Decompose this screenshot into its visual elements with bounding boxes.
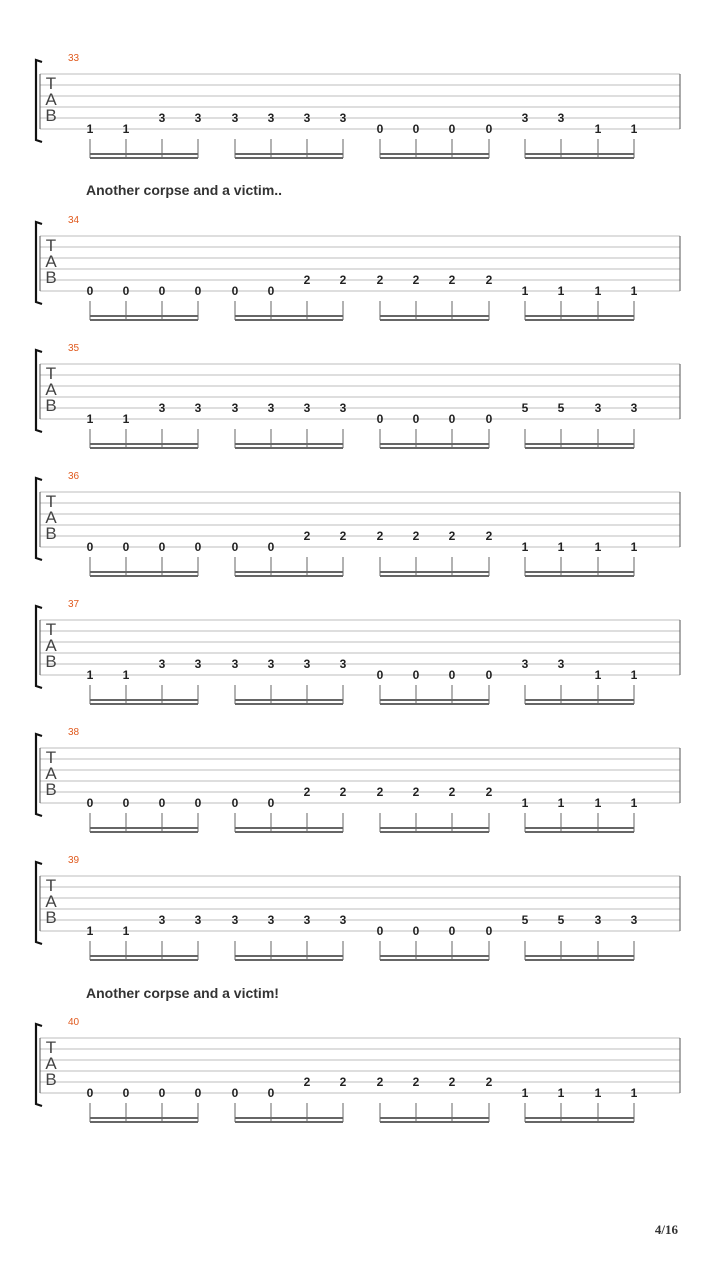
fret-number: 3 [521, 657, 529, 671]
fret-number: 0 [448, 924, 456, 938]
fret-number: 2 [412, 273, 420, 287]
fret-number: 1 [557, 1086, 565, 1100]
tab-clef-letter: A [45, 508, 57, 527]
tab-clef-letter: B [45, 1070, 57, 1089]
tab-clef-letter: B [45, 780, 57, 799]
tab-clef-letter: B [45, 908, 57, 927]
tab-clef-letter: A [45, 636, 57, 655]
beam-primary [380, 315, 489, 317]
fret-number: 1 [122, 924, 130, 938]
fret-number: 0 [376, 412, 384, 426]
tab-clef-letter: B [45, 106, 57, 125]
tab-clef-letter: T [45, 236, 57, 255]
fret-number: 1 [594, 122, 602, 136]
beam-primary [380, 571, 489, 573]
fret-number: 3 [194, 111, 202, 125]
fret-number: 1 [594, 540, 602, 554]
fret-number: 0 [376, 122, 384, 136]
fret-number: 2 [448, 529, 456, 543]
fret-number: 2 [303, 529, 311, 543]
fret-number: 1 [521, 796, 529, 810]
beam-primary [380, 827, 489, 829]
beam-secondary [90, 959, 198, 961]
fret-number: 2 [376, 529, 384, 543]
tab-clef-letter: A [45, 380, 57, 399]
beam-secondary [235, 703, 343, 705]
beam-secondary [235, 575, 343, 577]
fret-number: 1 [630, 1086, 638, 1100]
beam-primary [525, 1117, 634, 1119]
beam-primary [90, 699, 198, 701]
fret-number: 1 [594, 796, 602, 810]
beam-secondary [525, 319, 634, 321]
beam-secondary [525, 447, 634, 449]
beam-primary [235, 955, 343, 957]
fret-number: 1 [122, 668, 130, 682]
fret-number: 0 [376, 668, 384, 682]
beam-primary [380, 699, 489, 701]
fret-number: 0 [122, 796, 130, 810]
beam-primary [90, 153, 198, 155]
fret-number: 0 [194, 284, 202, 298]
tab-system [36, 182, 680, 321]
measure-number: 37 [68, 599, 80, 610]
fret-number: 0 [267, 796, 275, 810]
tab-clef-letter: A [45, 764, 57, 783]
fret-number: 3 [158, 913, 166, 927]
fret-number: 5 [521, 913, 529, 927]
fret-number: 1 [557, 284, 565, 298]
beam-secondary [90, 703, 198, 705]
beam-secondary [380, 831, 489, 833]
fret-number: 0 [158, 796, 166, 810]
fret-number: 2 [412, 529, 420, 543]
fret-number: 2 [376, 785, 384, 799]
fret-number: 2 [339, 529, 347, 543]
beam-primary [235, 571, 343, 573]
fret-number: 2 [412, 1075, 420, 1089]
fret-number: 1 [86, 412, 94, 426]
fret-number: 0 [86, 1086, 94, 1100]
lyric-text: Another corpse and a victim.. [86, 182, 283, 198]
fret-number: 2 [485, 1075, 493, 1089]
fret-number: 1 [86, 668, 94, 682]
fret-number: 3 [194, 913, 202, 927]
page-number: 4/16 [654, 1222, 678, 1237]
measure-number: 38 [68, 727, 80, 738]
fret-number: 3 [630, 401, 638, 415]
fret-number: 5 [521, 401, 529, 415]
fret-number: 3 [231, 913, 239, 927]
fret-number: 3 [303, 657, 311, 671]
fret-number: 3 [594, 913, 602, 927]
beam-primary [90, 315, 198, 317]
fret-number: 3 [231, 401, 239, 415]
fret-number: 1 [86, 924, 94, 938]
system-bracket [36, 60, 42, 142]
measure-number: 40 [68, 1017, 80, 1028]
measure-number: 33 [68, 53, 80, 64]
beam-secondary [525, 959, 634, 961]
fret-number: 0 [86, 540, 94, 554]
fret-number: 0 [122, 540, 130, 554]
fret-number: 0 [231, 284, 239, 298]
tab-clef-letter: B [45, 652, 57, 671]
fret-number: 0 [485, 668, 493, 682]
tab-clef-letter: A [45, 252, 57, 271]
fret-number: 1 [122, 122, 130, 136]
fret-number: 3 [267, 401, 275, 415]
fret-number: 1 [594, 284, 602, 298]
fret-number: 0 [231, 796, 239, 810]
beam-primary [235, 153, 343, 155]
fret-number: 0 [412, 924, 420, 938]
fret-number: 0 [448, 412, 456, 426]
tab-clef-letter: T [45, 492, 57, 511]
beam-primary [525, 699, 634, 701]
fret-number: 0 [86, 796, 94, 810]
fret-number: 1 [630, 540, 638, 554]
fret-number: 0 [122, 1086, 130, 1100]
beam-primary [380, 955, 489, 957]
beam-secondary [90, 575, 198, 577]
system-bracket [36, 1024, 42, 1106]
fret-number: 3 [231, 111, 239, 125]
system-bracket [36, 222, 42, 304]
beam-secondary [235, 831, 343, 833]
beam-secondary [90, 319, 198, 321]
fret-number: 3 [231, 657, 239, 671]
systems-layer [36, 53, 680, 1123]
fret-number: 0 [485, 924, 493, 938]
tab-system [36, 855, 680, 961]
beam-secondary [380, 157, 489, 159]
fret-number: 3 [303, 111, 311, 125]
beam-secondary [235, 157, 343, 159]
fret-number: 3 [594, 401, 602, 415]
beam-primary [235, 1117, 343, 1119]
system-bracket [36, 478, 42, 560]
fret-number: 5 [557, 401, 565, 415]
beam-secondary [90, 1121, 198, 1123]
fret-number: 0 [448, 668, 456, 682]
beam-secondary [235, 319, 343, 321]
fret-number: 1 [521, 540, 529, 554]
fret-number: 3 [158, 401, 166, 415]
tab-clef-letter: A [45, 1054, 57, 1073]
fret-number: 1 [594, 668, 602, 682]
fret-number: 0 [158, 1086, 166, 1100]
fret-number: 1 [86, 122, 94, 136]
fret-number: 3 [267, 913, 275, 927]
beam-secondary [380, 319, 489, 321]
fret-number: 3 [194, 657, 202, 671]
beam-primary [90, 1117, 198, 1119]
fret-number: 2 [339, 273, 347, 287]
beam-primary [90, 827, 198, 829]
fret-number: 1 [521, 1086, 529, 1100]
beam-primary [235, 443, 343, 445]
measure-number: 34 [68, 215, 80, 226]
fret-number: 1 [630, 668, 638, 682]
beam-primary [90, 955, 198, 957]
beam-secondary [90, 831, 198, 833]
fret-number: 1 [521, 284, 529, 298]
fret-number: 0 [158, 540, 166, 554]
beam-primary [525, 827, 634, 829]
fret-number: 3 [339, 657, 347, 671]
fret-number: 3 [339, 913, 347, 927]
beam-secondary [90, 447, 198, 449]
fret-number: 2 [376, 273, 384, 287]
fret-number: 3 [303, 913, 311, 927]
beam-secondary [235, 959, 343, 961]
fret-number: 2 [448, 785, 456, 799]
system-bracket [36, 862, 42, 944]
fret-number: 0 [194, 540, 202, 554]
tab-clef-letter: T [45, 1038, 57, 1057]
fret-number: 0 [412, 122, 420, 136]
tab-clef-letter: T [45, 748, 57, 767]
tab-system [36, 985, 680, 1123]
beam-primary [525, 443, 634, 445]
beam-secondary [525, 157, 634, 159]
fret-number: 1 [594, 1086, 602, 1100]
tab-clef-letter: B [45, 268, 57, 287]
fret-number: 3 [194, 401, 202, 415]
fret-number: 3 [303, 401, 311, 415]
fret-number: 2 [485, 529, 493, 543]
beam-primary [380, 1117, 489, 1119]
tab-clef-letter: T [45, 876, 57, 895]
fret-number: 3 [339, 111, 347, 125]
fret-number: 1 [557, 540, 565, 554]
fret-number: 0 [267, 1086, 275, 1100]
fret-number: 1 [630, 796, 638, 810]
fret-number: 2 [303, 785, 311, 799]
beam-secondary [525, 831, 634, 833]
fret-number: 0 [158, 284, 166, 298]
fret-number: 2 [485, 273, 493, 287]
fret-number: 3 [267, 111, 275, 125]
tab-system [36, 471, 680, 577]
tab-system [36, 343, 680, 449]
fret-number: 0 [412, 412, 420, 426]
fret-number: 2 [448, 273, 456, 287]
fret-number: 3 [267, 657, 275, 671]
tab-clef-letter: A [45, 892, 57, 911]
fret-number: 2 [339, 1075, 347, 1089]
fret-number: 2 [303, 273, 311, 287]
beam-secondary [235, 1121, 343, 1123]
fret-number: 3 [158, 111, 166, 125]
beam-primary [525, 955, 634, 957]
beam-primary [525, 315, 634, 317]
lyric-text: Another corpse and a victim! [86, 985, 279, 1001]
system-bracket [36, 350, 42, 432]
tab-system [36, 599, 680, 705]
fret-number: 2 [485, 785, 493, 799]
beam-primary [90, 571, 198, 573]
fret-number: 2 [376, 1075, 384, 1089]
fret-number: 2 [448, 1075, 456, 1089]
beam-secondary [235, 447, 343, 449]
tab-clef-letter: B [45, 524, 57, 543]
fret-number: 2 [303, 1075, 311, 1089]
fret-number: 2 [412, 785, 420, 799]
beam-primary [90, 443, 198, 445]
fret-number: 1 [557, 796, 565, 810]
fret-number: 3 [557, 111, 565, 125]
fret-number: 0 [267, 284, 275, 298]
fret-number: 1 [630, 122, 638, 136]
fret-number: 5 [557, 913, 565, 927]
measure-number: 36 [68, 471, 80, 482]
tab-system [36, 53, 680, 159]
beam-primary [525, 153, 634, 155]
fret-number: 2 [339, 785, 347, 799]
fret-number: 0 [448, 122, 456, 136]
beam-primary [235, 827, 343, 829]
measure-number: 39 [68, 855, 80, 866]
fret-number: 0 [485, 122, 493, 136]
fret-number: 1 [122, 412, 130, 426]
fret-number: 3 [339, 401, 347, 415]
system-bracket [36, 734, 42, 816]
beam-secondary [380, 959, 489, 961]
tab-clef-letter: T [45, 74, 57, 93]
fret-number: 3 [630, 913, 638, 927]
beam-primary [235, 315, 343, 317]
beam-secondary [90, 157, 198, 159]
fret-number: 0 [231, 540, 239, 554]
tab-system [36, 727, 680, 833]
beam-primary [525, 571, 634, 573]
beam-secondary [380, 1121, 489, 1123]
beam-secondary [380, 575, 489, 577]
fret-number: 0 [122, 284, 130, 298]
fret-number: 0 [86, 284, 94, 298]
beam-primary [380, 443, 489, 445]
fret-number: 0 [485, 412, 493, 426]
beam-secondary [525, 703, 634, 705]
beam-secondary [525, 575, 634, 577]
fret-number: 0 [194, 796, 202, 810]
tab-clef-letter: A [45, 90, 57, 109]
beam-secondary [380, 703, 489, 705]
fret-number: 0 [267, 540, 275, 554]
fret-number: 3 [158, 657, 166, 671]
fret-number: 0 [376, 924, 384, 938]
tab-clef-letter: T [45, 620, 57, 639]
beam-secondary [380, 447, 489, 449]
tab-clef-letter: T [45, 364, 57, 383]
fret-number: 0 [412, 668, 420, 682]
system-bracket [36, 606, 42, 688]
fret-number: 3 [557, 657, 565, 671]
fret-number: 0 [231, 1086, 239, 1100]
tab-clef-letter: B [45, 396, 57, 415]
beam-secondary [525, 1121, 634, 1123]
beam-primary [380, 153, 489, 155]
fret-number: 1 [630, 284, 638, 298]
fret-number: 0 [194, 1086, 202, 1100]
fret-number: 3 [521, 111, 529, 125]
measure-number: 35 [68, 343, 80, 354]
beam-primary [235, 699, 343, 701]
